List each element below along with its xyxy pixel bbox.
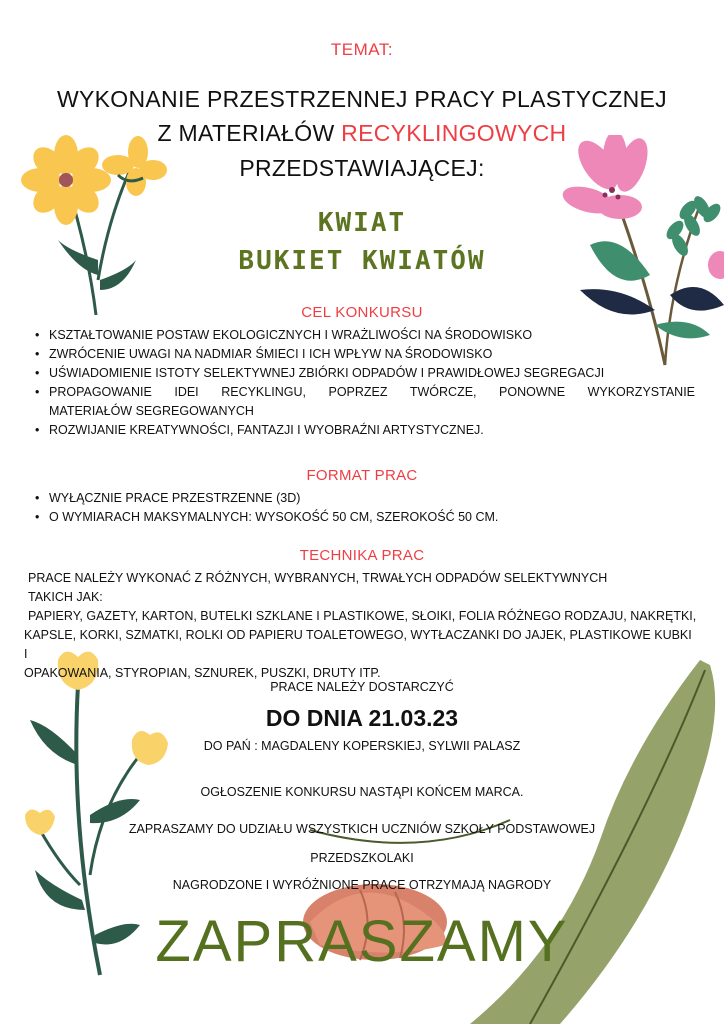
list-item: • O WYMIARACH MAKSYMALNYCH: WYSOKOŚĆ 50 CM, SZEROKOŚĆ 50 CM. [35, 508, 695, 527]
technique-line-1: PRACE NALEŻY WYKONAĆ Z RÓŻNYCH, WYBRANYCH, TRWAŁYCH ODPADÓW SELEKTYWNYCH [28, 571, 608, 585]
headline-line-2-prefix: Z MATERIAŁÓW [157, 120, 342, 146]
headline-line-2 [0, 120, 724, 147]
list-item: • KSZTAŁTOWANIE POSTAW EKOLOGICZNYCH I WRAŻLIWOŚCI NA ŚRODOWISKO [35, 326, 695, 345]
invitation: ZAPRASZAMY DO UDZIAŁU WSZYSTKICH UCZNIÓW SZKOŁY PODSTAWOWEJ [128, 822, 596, 836]
section-title-format: FORMAT PRAC [306, 467, 418, 484]
delivery-recipients: DO PAŃ : MAGDALENY KOPERSKIEJ, SYLWII PALASZ [203, 739, 521, 753]
deadline: DO DNIA 21.03.23 [265, 705, 459, 731]
technique-line-4: KAPSLE, KORKI, SZMATKI, ROLKI OD PAPIERU TOALETOWEGO, WYTŁACZANKI DO JAJEK, PLASTIKOWE KUBKI I [24, 628, 692, 661]
format-list [35, 489, 695, 527]
headline-highlight: RECYKLINGOWYCH [341, 120, 567, 146]
list-item: • ZWRÓCENIE UWAGI NA NADMIAR ŚMIECI I ICH WPŁYW NA ŚRODOWISKO [35, 345, 695, 364]
headline-line-1: WYKONANIE PRZESTRZENNEJ PRACY PLASTYCZNEJ [57, 86, 667, 112]
goals-list [35, 326, 695, 440]
list-item: • UŚWIADOMIENIE ISTOTY SELEKTYWNEJ ZBIÓRKI ODPADÓW I PRAWIDŁOWEJ SEGREGACJI [35, 364, 695, 383]
subject-line-2: BUKIET KWIATÓW [238, 246, 486, 276]
headline-line-3: PRZEDSTAWIAJĄCEJ: [239, 155, 485, 181]
subject-line-1: KWIAT [317, 208, 407, 238]
preschool: PRZEDSZKOLAKI [310, 851, 414, 865]
list-item-continuation: MATERIAŁÓW SEGREGOWANYCH [49, 404, 254, 418]
section-title-goals: CEL KONKURSU [301, 304, 423, 321]
section-title-technique: TECHNIKA PRAC [299, 547, 425, 564]
list-item: • ROZWIJANIE KREATYWNOŚCI, FANTAZJI I WYOBRAŹNI ARTYSTYCZNEJ. [35, 421, 695, 440]
topic-label: TEMAT: [330, 40, 394, 59]
awards: NAGRODZONE I WYRÓŻNIONE PRACE OTRZYMAJĄ NAGRODY [172, 878, 552, 892]
delivery-intro: PRACE NALEŻY DOSTARCZYĆ [270, 680, 454, 694]
list-item: • PROPAGOWANIE IDEI RECYKLINGU, POPRZEZ TWÓRCZE, PONOWNE WYKORZYSTANIE [35, 383, 695, 402]
announcement: OGŁOSZENIE KONKURSU NASTĄPI KOŃCEM MARCA. [200, 785, 524, 799]
closing-title: ZAPRASZAMY [155, 909, 569, 974]
technique-line-5: OPAKOWANIA, STYROPIAN, SZNUREK, PUSZKI, DRUTY ITP. [24, 666, 381, 680]
technique-line-2: TAKICH JAK: [28, 590, 103, 604]
technique-line-3: PAPIERY, GAZETY, KARTON, BUTELKI SZKLANE I PLASTIKOWE, SŁOIKI, FOLIA RÓŻNEGO RODZAJU, NAKRĘTKI, [28, 609, 697, 623]
technique-text [24, 569, 698, 683]
list-item: • WYŁĄCZNIE PRACE PRZESTRZENNE (3D) [35, 489, 695, 508]
